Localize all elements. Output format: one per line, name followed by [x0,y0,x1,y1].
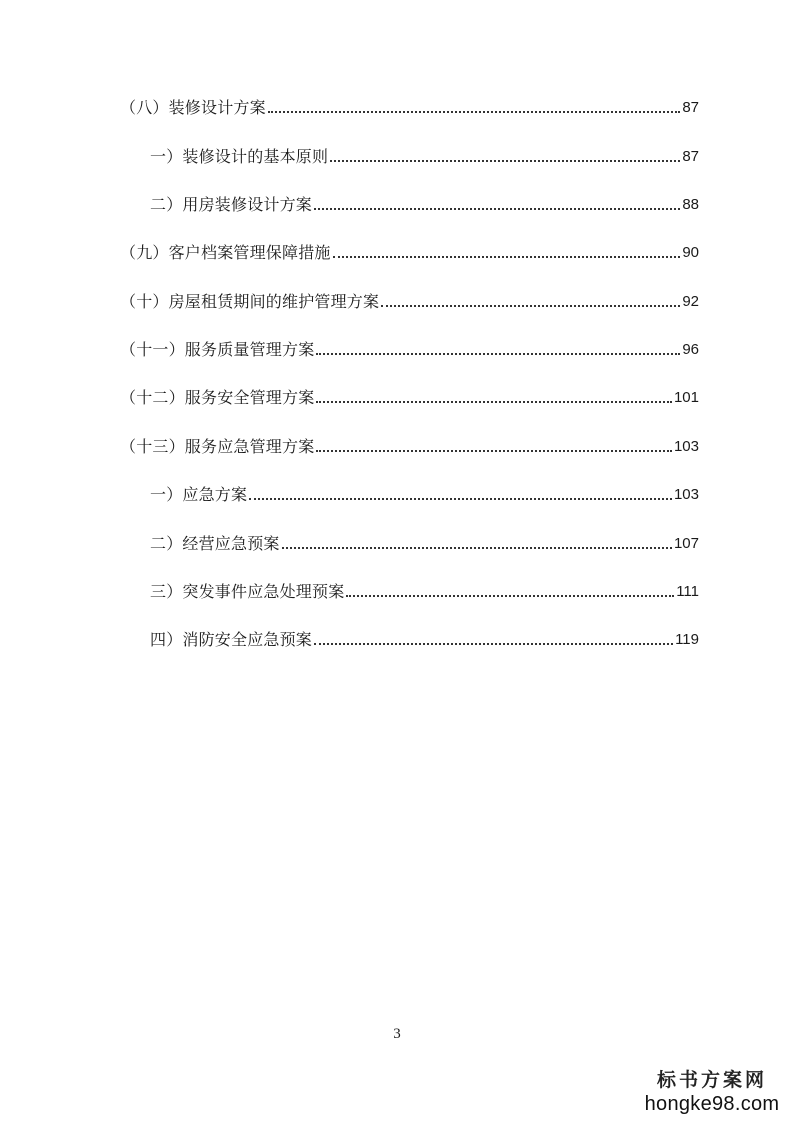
toc-entry[interactable] [120,94,699,118]
toc-entry-title: （十一）服务质量管理方案 [120,340,315,359]
watermark-url: hongke98.com [644,1093,780,1115]
toc-entry[interactable] [120,239,699,263]
toc-dot-leader [330,160,680,162]
toc-dot-leader [346,595,674,597]
toc-entry-title: （十）房屋租赁期间的维护管理方案 [120,292,380,311]
toc-dot-leader [314,208,680,210]
toc-entry[interactable] [120,433,699,457]
toc-dot-leader [333,256,681,258]
toc-entry-page: 107 [673,535,699,552]
toc-dot-leader [282,547,672,549]
toc-entry[interactable] [150,626,699,650]
toc-entry[interactable] [150,191,699,215]
site-watermark [642,1068,782,1116]
toc-entry-page: 87 [682,148,699,165]
toc-entry[interactable] [150,530,699,554]
toc-entry-page: 96 [682,341,699,358]
toc-entry[interactable] [150,481,699,505]
toc-dot-leader [316,353,680,355]
toc-dot-leader [381,305,680,307]
toc-dot-leader [249,498,672,500]
toc-dot-leader [316,450,672,452]
toc-dot-leader [268,111,681,113]
toc-entry-page: 92 [682,293,699,310]
toc-entry-page: 111 [676,583,699,600]
toc-entry-page: 119 [675,631,699,648]
toc-entry-title: 一）应急方案 [150,485,248,504]
toc-entry-title: 三）突发事件应急处理预案 [150,582,345,601]
toc-entry-title: 一）装修设计的基本原则 [150,147,329,166]
toc-entry-page: 90 [682,244,699,261]
toc-entry-page: 103 [673,438,699,455]
toc-dot-leader [316,401,672,403]
toc-entry-page: 87 [682,99,699,116]
toc-entry-page: 101 [673,389,699,406]
toc-entry-page: 103 [673,486,699,503]
toc-dot-leader [314,643,673,645]
page-number: 3 [393,1026,401,1042]
toc-entry[interactable] [120,384,699,408]
toc-entry-title: （九）客户档案管理保障措施 [120,243,331,262]
toc-entry-title: （八）装修设计方案 [120,98,266,117]
toc-entry-title: 二）用房装修设计方案 [150,195,313,214]
toc-entry[interactable] [150,143,699,167]
watermark-brand: 标书方案网 [656,1069,767,1091]
toc-entry-page: 88 [682,196,699,213]
toc-entry-title: （十二）服务安全管理方案 [120,388,315,407]
toc-entry-title: （十三）服务应急管理方案 [120,437,315,456]
toc-entry-title: 四）消防安全应急预案 [150,630,313,649]
toc-entry[interactable] [120,336,699,360]
toc-entry[interactable] [150,578,699,602]
toc-entry[interactable] [120,288,699,312]
toc-entry-title: 二）经营应急预案 [150,534,280,553]
